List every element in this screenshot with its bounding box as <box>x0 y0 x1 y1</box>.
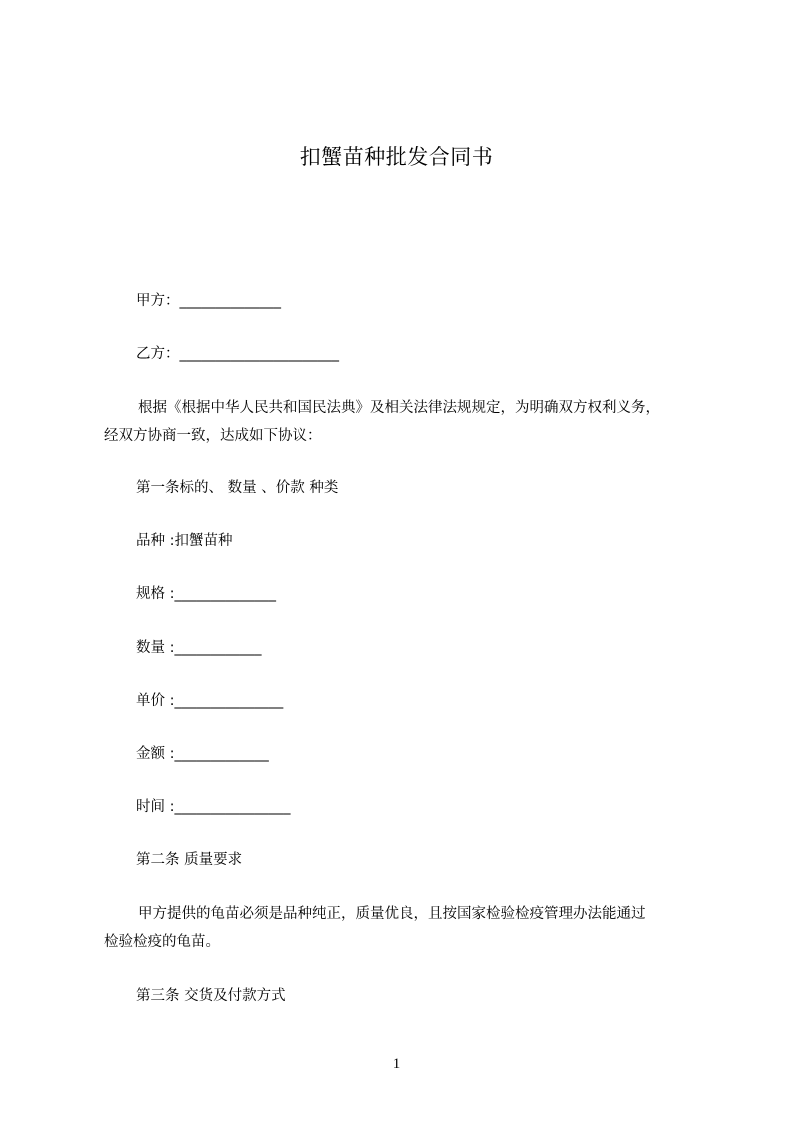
article-3-heading: 第三条 交货及付款方式 <box>136 988 286 1004</box>
party-b-line: 乙方：______________________ <box>136 346 339 362</box>
time-line: 时间 :________________ <box>136 799 291 815</box>
quality-line-2: 检验检疫的龟苗。 <box>104 934 220 950</box>
amount-line: 金额 :_____________ <box>136 746 269 762</box>
quality-line-1: 甲方提供的龟苗必须是品种纯正，质量优良，且按国家检验检疫管理办法能通过 <box>138 906 646 922</box>
spec-line: 规格 :______________ <box>136 586 276 602</box>
variety-line: 品种 :扣蟹苗种 <box>136 533 233 549</box>
quality-paragraph <box>104 900 704 956</box>
page-number: 1 <box>392 1056 401 1072</box>
intro-line-2: 经双方协商一致，达成如下协议： <box>104 428 322 444</box>
article-2-heading: 第二条 质量要求 <box>136 852 243 868</box>
intro-line-1: 根据《根据中华人民共和国民法典》及相关法律法规规定，为明确双方权利义务， <box>138 400 660 416</box>
intro-paragraph <box>104 394 704 450</box>
unit-price-line: 单价 :_______________ <box>136 693 284 709</box>
party-a-line: 甲方：______________ <box>136 293 281 309</box>
article-1-heading: 第一条标的、 数量 、价款 种类 <box>136 480 339 496</box>
quantity-line: 数量 :____________ <box>136 640 262 656</box>
document-title: 扣蟹苗种批发合同书 <box>299 145 494 169</box>
